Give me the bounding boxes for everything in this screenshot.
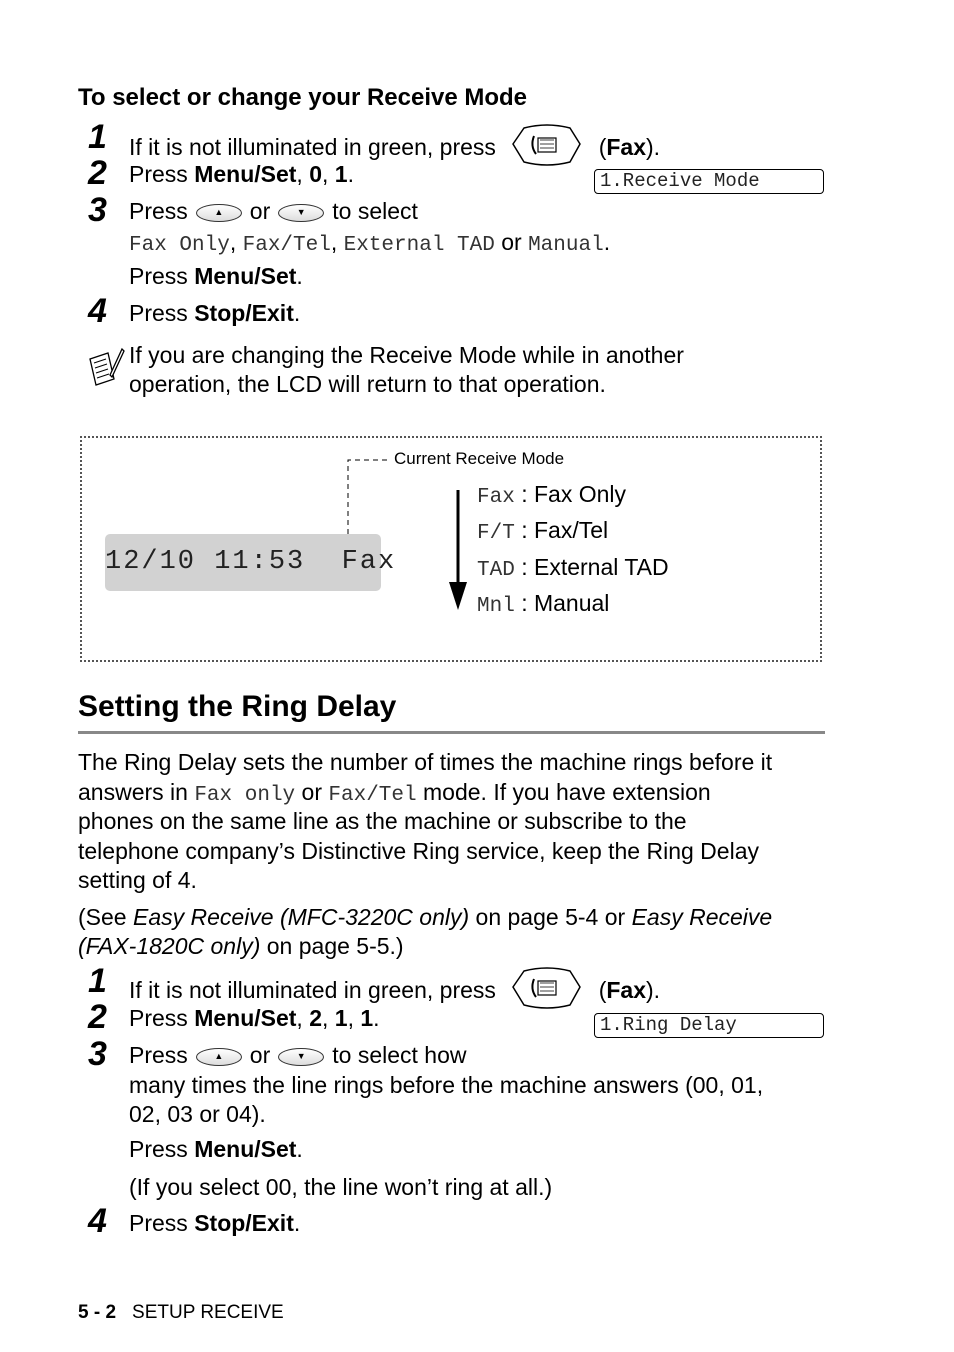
step-number: 2: [88, 154, 107, 192]
key-label: 1: [334, 1005, 348, 1031]
step-text-part: (: [598, 977, 607, 1004]
key-label: 1: [360, 1005, 374, 1031]
step-text-part: .: [296, 263, 303, 289]
key-label: Stop/Exit: [194, 300, 294, 326]
step-text-part: Press: [129, 1005, 195, 1031]
step-text-part: ,: [229, 229, 243, 255]
mode-label: : Fax Only: [514, 481, 627, 507]
step-text-part: ,: [347, 1005, 361, 1031]
lcd-display: 1.Receive Mode: [594, 169, 824, 194]
step-number: 4: [88, 292, 107, 330]
paragraph-line: [78, 932, 404, 960]
step-text: [129, 1135, 303, 1163]
step-text-part: or: [494, 229, 529, 255]
paragraph-line: setting of 4.: [78, 867, 197, 893]
mode-label: : Fax/Tel: [514, 517, 609, 543]
mode-code: TAD: [477, 559, 515, 582]
step-text-part: .: [293, 300, 301, 326]
step-text: 02, 03 or 04).: [129, 1101, 266, 1127]
step-number: 1: [88, 118, 107, 156]
cross-reference: (FAX-1820C only): [78, 933, 261, 959]
step-text-part: Press: [129, 1136, 195, 1162]
step-text: [129, 160, 354, 188]
page-number: 5 - 2: [78, 1302, 117, 1323]
step-text-part: If it is not illuminated in green, press: [129, 977, 496, 1004]
mode-option: Fax only: [194, 784, 296, 807]
step-text-part: ,: [296, 161, 310, 187]
mode-option: Fax Only: [129, 234, 230, 257]
page-footer: [78, 1302, 284, 1324]
step-text-part: ,: [296, 1005, 310, 1031]
step-text-part: or: [249, 1042, 271, 1068]
step-text-part: .: [347, 161, 354, 187]
key-label: 1: [334, 161, 348, 187]
lcd-display: 1.Ring Delay: [594, 1013, 824, 1038]
note-line: operation, the LCD will return to that operation.: [129, 371, 606, 397]
step-text-part: (: [598, 134, 607, 161]
step-text-part: Press: [129, 198, 188, 224]
cross-reference: Easy Receive (MFC-3220C only): [132, 904, 470, 930]
key-label: 2: [309, 1005, 322, 1031]
paragraph-line: phones on the same line as the machine or subscribe to the: [78, 808, 687, 834]
footer-section: SETUP RECEIVE: [132, 1302, 284, 1323]
mode-option: Fax/Tel: [328, 784, 417, 807]
section-heading-receive-mode: To select or change your Receive Mode: [78, 84, 528, 111]
cross-reference: Easy Receive: [631, 904, 773, 930]
step-text-part: .: [603, 229, 611, 255]
step-text-part: to select: [332, 198, 418, 224]
heading-rule: [78, 731, 825, 734]
paragraph-line: The Ring Delay sets the number of times the machine rings before it: [78, 749, 773, 775]
mode-label: : External TAD: [514, 554, 669, 580]
callout-leader-line: [340, 450, 400, 540]
step-text-part: Press: [129, 300, 195, 326]
step-text-part: ).: [646, 134, 661, 161]
key-label: Fax: [606, 134, 646, 161]
paragraph-part: answers in: [78, 779, 195, 805]
step-text-part: Press: [129, 1042, 188, 1068]
key-label: Menu/Set: [194, 1136, 297, 1162]
step-text-part: If it is not illuminated in green, press: [129, 134, 496, 161]
key-label: 0: [309, 161, 322, 187]
step-text: [129, 299, 300, 327]
key-label: Stop/Exit: [194, 1210, 294, 1236]
down-arrow-button-icon: ▼: [278, 1048, 324, 1066]
step-number: 1: [88, 962, 107, 1000]
step-text-part: Press: [129, 161, 195, 187]
step-text-part: or: [249, 198, 271, 224]
step-text-part: .: [373, 1005, 380, 1031]
mode-label: : Manual: [514, 590, 610, 616]
step-text-part: .: [293, 1210, 301, 1236]
step-number: 2: [88, 998, 107, 1036]
mode-option: External TAD: [343, 234, 495, 257]
step-text-part: ).: [646, 977, 661, 1004]
mode-code: Mnl: [477, 595, 515, 618]
mode-legend-row: [477, 589, 609, 621]
step-text: [129, 1004, 380, 1032]
note-icon: [86, 345, 126, 394]
step-text-part: ,: [322, 1005, 335, 1031]
key-label: Fax: [606, 977, 646, 1004]
up-arrow-button-icon: ▲: [196, 1048, 242, 1066]
lcd-display-large: 12/10 11:53 Fax: [105, 534, 381, 591]
mode-legend-row: [477, 480, 626, 512]
mode-option: Fax/Tel: [242, 234, 331, 257]
mode-code: Fax: [477, 486, 515, 509]
step-text: [129, 1209, 300, 1237]
step-note: (If you select 00, the line won’t ring at all.): [129, 1174, 553, 1200]
key-label: Menu/Set: [194, 161, 297, 187]
step-text-part: Press: [129, 263, 195, 289]
down-arrow-button-icon: ▼: [278, 204, 324, 222]
step-text-part: ,: [322, 161, 335, 187]
paragraph-part: on page 5-4 or: [469, 904, 632, 930]
note-line: If you are changing the Receive Mode while in another: [129, 342, 684, 368]
step-text: [129, 197, 418, 225]
step-text: many times the line rings before the machine answers (00, 01,: [129, 1072, 764, 1098]
mode-legend-row: [477, 553, 669, 585]
paragraph-line: [78, 778, 711, 810]
step-number: 3: [88, 191, 107, 229]
up-arrow-button-icon: ▲: [196, 204, 242, 222]
paragraph-part: on page 5-5.): [260, 933, 404, 959]
mode-legend-row: [477, 516, 608, 548]
callout-label: Current Receive Mode: [394, 449, 565, 468]
step-number: 4: [88, 1202, 107, 1240]
mode-options: [129, 228, 610, 260]
step-text-part: ,: [330, 229, 344, 255]
key-label: Menu/Set: [194, 263, 297, 289]
down-arrow-indicator: [446, 488, 470, 612]
mode-code: F/T: [477, 522, 515, 545]
step-number: 3: [88, 1035, 107, 1073]
paragraph-line: telephone company’s Distinctive Ring service, keep the Ring Delay: [78, 838, 759, 864]
mode-option: Manual: [528, 234, 604, 257]
step-text-part: Press: [129, 1210, 195, 1236]
fax-key-icon: [510, 124, 584, 174]
step-text: [129, 1041, 467, 1069]
key-label: Menu/Set: [194, 1005, 297, 1031]
step-text-part: .: [296, 1136, 303, 1162]
paragraph-part: (See: [78, 904, 133, 930]
paragraph-line: [78, 903, 772, 931]
fax-key-icon: [510, 967, 584, 1017]
section-heading-ring-delay: Setting the Ring Delay: [78, 690, 397, 723]
paragraph-part: or: [295, 779, 329, 805]
step-text: [129, 262, 303, 290]
step-text-part: to select how: [332, 1042, 467, 1068]
paragraph-part: mode. If you have extension: [416, 779, 711, 805]
